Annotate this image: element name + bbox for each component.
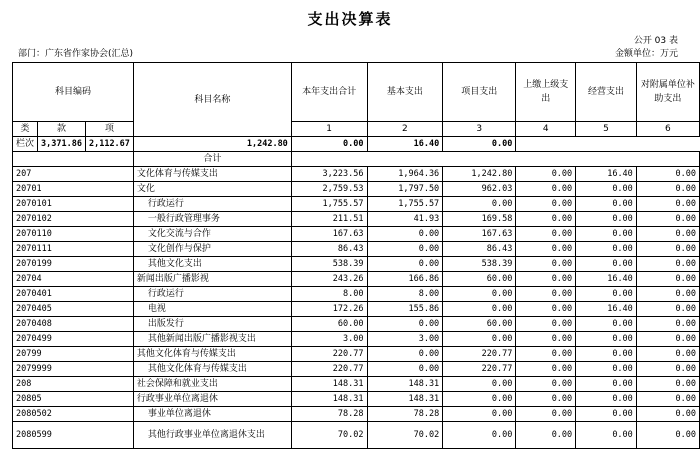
- subject-name: 其他文化支出: [133, 257, 291, 272]
- amount-cell: 0.00: [576, 212, 637, 227]
- amount-cell: 538.39: [443, 257, 516, 272]
- amount-cell: 0.00: [636, 212, 699, 227]
- amount-cell: 70.02: [291, 422, 367, 449]
- amount-cell: 0.00: [367, 347, 443, 362]
- subject-name: 文化创作与保护: [133, 242, 291, 257]
- subject-name: 其他文化体育与传媒支出: [133, 347, 291, 362]
- amount-cell: 0.00: [516, 332, 576, 347]
- table-row: [13, 257, 700, 272]
- amount-cell: 0.00: [576, 392, 637, 407]
- total-cell: 1,242.80: [133, 137, 291, 152]
- amount-cell: 0.00: [516, 272, 576, 287]
- table-row: [13, 302, 700, 317]
- amount-cell: 0.00: [516, 317, 576, 332]
- amount-cell: 0.00: [516, 362, 576, 377]
- amount-cell: 0.00: [443, 302, 516, 317]
- header-lei: 类: [13, 122, 38, 137]
- amount-cell: 0.00: [576, 197, 637, 212]
- amount-cell: 0.00: [443, 392, 516, 407]
- amount-cell: 0.00: [576, 317, 637, 332]
- amount-cell: 538.39: [291, 257, 367, 272]
- amount-cell: 0.00: [576, 407, 637, 422]
- department-label: 部门：广东省作家协会(汇总): [18, 49, 134, 59]
- header-basic: 基本支出: [367, 63, 443, 122]
- column-number: 2: [367, 122, 443, 137]
- amount-cell: 2,759.53: [291, 182, 367, 197]
- amount-cell: 0.00: [516, 167, 576, 182]
- subject-name: 行政事业单位离退休: [133, 392, 291, 407]
- subject-name: 其他行政事业单位离退休支出: [133, 422, 291, 449]
- amount-cell: 0.00: [576, 347, 637, 362]
- amount-cell: 0.00: [443, 197, 516, 212]
- amount-cell: 167.63: [291, 227, 367, 242]
- amount-cell: 86.43: [443, 242, 516, 257]
- amount-cell: 1,755.57: [291, 197, 367, 212]
- subject-code: 20805: [13, 392, 134, 407]
- amount-cell: 0.00: [636, 407, 699, 422]
- subject-code: 20701: [13, 182, 134, 197]
- amount-cell: 962.03: [443, 182, 516, 197]
- amount-cell: 0.00: [576, 182, 637, 197]
- page-title: 支出决算表: [307, 10, 393, 28]
- table-row: [13, 197, 700, 212]
- form-number: 公开 03 表: [633, 36, 678, 46]
- amount-cell: 0.00: [367, 317, 443, 332]
- amount-cell: 0.00: [516, 392, 576, 407]
- amount-cell: 148.31: [367, 377, 443, 392]
- amount-cell: 1,964.36: [367, 167, 443, 182]
- subject-code: 208: [13, 377, 134, 392]
- subject-code: 2070101: [13, 197, 134, 212]
- amount-cell: 0.00: [516, 302, 576, 317]
- table-row: [13, 287, 700, 302]
- amount-cell: 1,797.50: [367, 182, 443, 197]
- amount-cell: 0.00: [576, 422, 637, 449]
- amount-cell: 0.00: [636, 227, 699, 242]
- subject-name: 出版发行: [133, 317, 291, 332]
- table-row: [13, 227, 700, 242]
- amount-cell: 0.00: [516, 422, 576, 449]
- amount-cell: 148.31: [291, 377, 367, 392]
- amount-cell: 0.00: [576, 362, 637, 377]
- amount-cell: 0.00: [516, 182, 576, 197]
- amount-cell: 0.00: [516, 407, 576, 422]
- subject-code: 2079999: [13, 362, 134, 377]
- amount-cell: 0.00: [636, 362, 699, 377]
- total-cell: 2,112.67: [85, 137, 133, 152]
- subject-code: 20799: [13, 347, 134, 362]
- amount-cell: 0.00: [636, 167, 699, 182]
- amount-cell: 8.00: [291, 287, 367, 302]
- amount-cell: 1,755.57: [367, 197, 443, 212]
- total-cell: 3,371.86: [38, 137, 86, 152]
- total-cell: 0.00: [443, 137, 516, 152]
- amount-cell: 0.00: [636, 197, 699, 212]
- subject-code: 2070199: [13, 257, 134, 272]
- amount-cell: 0.00: [443, 287, 516, 302]
- table-row: [13, 377, 700, 392]
- amount-cell: 1,242.80: [443, 167, 516, 182]
- amount-cell: 0.00: [576, 332, 637, 347]
- amount-cell: 86.43: [291, 242, 367, 257]
- subject-code: 2070408: [13, 317, 134, 332]
- amount-cell: 220.77: [291, 347, 367, 362]
- subject-name: 社会保障和就业支出: [133, 377, 291, 392]
- subject-name: 行政运行: [133, 197, 291, 212]
- header-total: 本年支出合计: [291, 63, 367, 122]
- amount-cell: 0.00: [576, 227, 637, 242]
- amount-cell: 0.00: [636, 332, 699, 347]
- table-row: [13, 347, 700, 362]
- subject-name: 电视: [133, 302, 291, 317]
- total-cell: 0.00: [291, 137, 367, 152]
- amount-cell: 16.40: [576, 272, 637, 287]
- amount-cell: 0.00: [636, 257, 699, 272]
- amount-cell: 78.28: [367, 407, 443, 422]
- table-row: [13, 212, 700, 227]
- subject-code: 2070102: [13, 212, 134, 227]
- amount-cell: 148.31: [367, 392, 443, 407]
- amount-cell: 3.00: [291, 332, 367, 347]
- header-name: 科目名称: [133, 63, 291, 137]
- column-label: 栏次: [13, 137, 38, 152]
- amount-cell: 0.00: [516, 347, 576, 362]
- blank-cell: [13, 152, 134, 167]
- table-row: [13, 407, 700, 422]
- table-row: [13, 182, 700, 197]
- amount-cell: 0.00: [516, 257, 576, 272]
- amount-cell: 0.00: [636, 272, 699, 287]
- table-row: [13, 242, 700, 257]
- amount-cell: 148.31: [291, 392, 367, 407]
- header-code: 科目编码: [13, 63, 134, 122]
- subject-code: 20704: [13, 272, 134, 287]
- table-row: [13, 422, 700, 449]
- subject-code: 2080599: [13, 422, 134, 449]
- subject-name: 一般行政管理事务: [133, 212, 291, 227]
- amount-cell: 220.77: [443, 347, 516, 362]
- amount-cell: 0.00: [636, 377, 699, 392]
- total-row: [13, 137, 700, 152]
- amount-cell: 0.00: [367, 242, 443, 257]
- column-number: 6: [636, 122, 699, 137]
- subject-code: 2070405: [13, 302, 134, 317]
- amount-cell: 16.40: [576, 167, 637, 182]
- amount-cell: 0.00: [636, 347, 699, 362]
- subject-name: 文化交流与合作: [133, 227, 291, 242]
- subject-name: 行政运行: [133, 287, 291, 302]
- amount-cell: 3.00: [367, 332, 443, 347]
- amount-cell: 220.77: [291, 362, 367, 377]
- amount-cell: 0.00: [367, 362, 443, 377]
- amount-cell: 0.00: [636, 317, 699, 332]
- table-row: [13, 392, 700, 407]
- amount-cell: 0.00: [576, 287, 637, 302]
- amount-cell: 0.00: [576, 242, 637, 257]
- amount-cell: 0.00: [576, 257, 637, 272]
- amount-cell: 0.00: [516, 287, 576, 302]
- amount-cell: 0.00: [576, 377, 637, 392]
- table-row: [13, 332, 700, 347]
- amount-cell: 0.00: [636, 182, 699, 197]
- amount-cell: 0.00: [636, 392, 699, 407]
- header-operation: 经营支出: [576, 63, 637, 122]
- header-kuan: 款: [38, 122, 86, 137]
- amount-cell: 78.28: [291, 407, 367, 422]
- amount-cell: 0.00: [636, 242, 699, 257]
- amount-cell: 60.00: [443, 317, 516, 332]
- amount-cell: 0.00: [636, 302, 699, 317]
- subject-name: 文化体育与传媒支出: [133, 167, 291, 182]
- amount-cell: 166.86: [367, 272, 443, 287]
- amount-cell: 60.00: [291, 317, 367, 332]
- amount-cell: 8.00: [367, 287, 443, 302]
- amount-cell: 0.00: [516, 377, 576, 392]
- currency-unit-label: 金额单位：万元: [614, 49, 678, 59]
- subject-name: 其他新闻出版广播影视支出: [133, 332, 291, 347]
- subject-name: 新闻出版广播影视: [133, 272, 291, 287]
- amount-cell: 0.00: [367, 227, 443, 242]
- blank-cell: [291, 152, 699, 167]
- subject-name: 其他文化体育与传媒支出: [133, 362, 291, 377]
- amount-cell: 0.00: [443, 422, 516, 449]
- column-number: 3: [443, 122, 516, 137]
- header-xiang: 项: [85, 122, 133, 137]
- subject-code: 2080502: [13, 407, 134, 422]
- table-row: [13, 272, 700, 287]
- subject-name: 事业单位离退休: [133, 407, 291, 422]
- expenditure-table: [12, 62, 700, 449]
- amount-cell: 172.26: [291, 302, 367, 317]
- amount-cell: 0.00: [636, 287, 699, 302]
- amount-cell: 0.00: [516, 227, 576, 242]
- total-label: 合计: [133, 152, 291, 167]
- column-number: 1: [291, 122, 367, 137]
- table-row: [13, 167, 700, 182]
- subject-code: 2070111: [13, 242, 134, 257]
- amount-cell: 41.93: [367, 212, 443, 227]
- amount-cell: 243.26: [291, 272, 367, 287]
- column-number: 4: [516, 122, 576, 137]
- amount-cell: 0.00: [443, 377, 516, 392]
- amount-cell: 220.77: [443, 362, 516, 377]
- amount-cell: 155.86: [367, 302, 443, 317]
- sum-label-row: [13, 152, 700, 167]
- amount-cell: 0.00: [516, 212, 576, 227]
- amount-cell: 3,223.56: [291, 167, 367, 182]
- amount-cell: 0.00: [516, 197, 576, 212]
- amount-cell: 0.00: [443, 332, 516, 347]
- table-row: [13, 362, 700, 377]
- amount-cell: 0.00: [367, 257, 443, 272]
- subject-code: 2070401: [13, 287, 134, 302]
- amount-cell: 167.63: [443, 227, 516, 242]
- amount-cell: 211.51: [291, 212, 367, 227]
- column-number: 5: [576, 122, 637, 137]
- amount-cell: 0.00: [443, 407, 516, 422]
- amount-cell: 16.40: [576, 302, 637, 317]
- subject-code: 207: [13, 167, 134, 182]
- subject-code: 2070499: [13, 332, 134, 347]
- amount-cell: 0.00: [636, 422, 699, 449]
- header-upper: 上缴上级支出: [516, 63, 576, 122]
- table-row: [13, 317, 700, 332]
- amount-cell: 60.00: [443, 272, 516, 287]
- header-project: 项目支出: [443, 63, 516, 122]
- amount-cell: 0.00: [516, 242, 576, 257]
- amount-cell: 70.02: [367, 422, 443, 449]
- subject-code: 2070110: [13, 227, 134, 242]
- total-cell: 16.40: [367, 137, 443, 152]
- subject-name: 文化: [133, 182, 291, 197]
- amount-cell: 169.58: [443, 212, 516, 227]
- header-subsidy: 对附属单位补助支出: [636, 63, 699, 122]
